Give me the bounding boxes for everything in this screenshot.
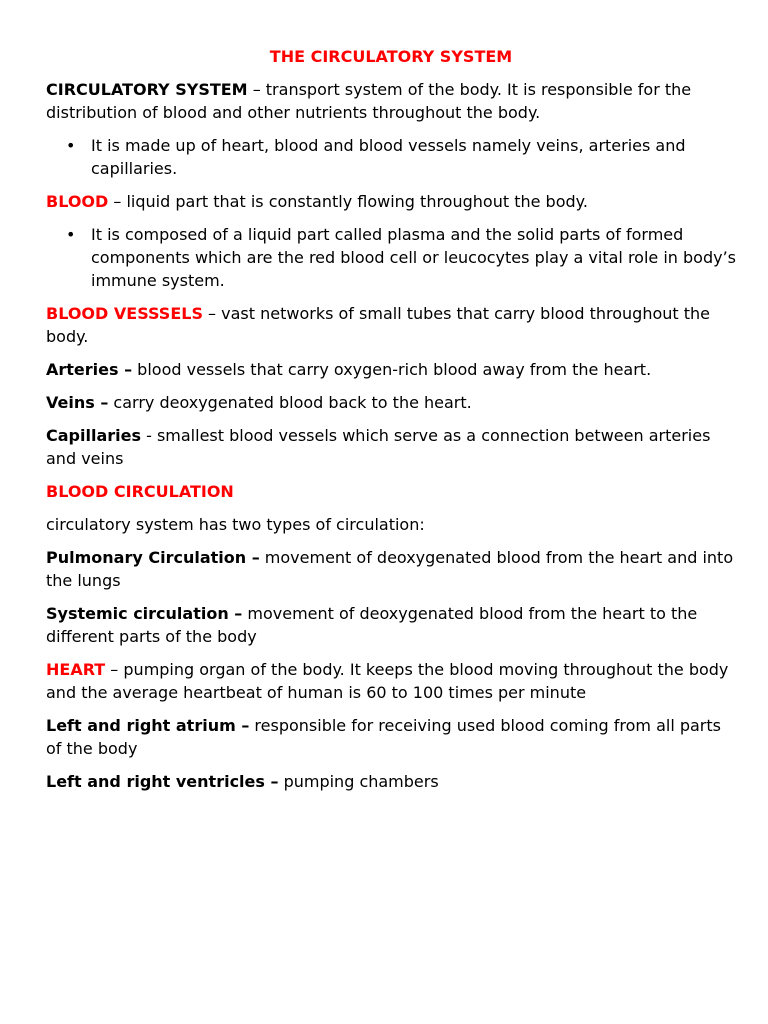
bullet-dot-icon: • [66, 225, 76, 244]
paragraph-blood-vessels [46, 302, 736, 348]
paragraph-blood [46, 190, 736, 213]
definition-veins: carry deoxygenated blood back to the heart. [108, 393, 472, 412]
paragraph-circulatory-system [46, 78, 736, 124]
separator: – [202, 304, 222, 323]
paragraph-systemic [46, 602, 736, 648]
separator: – [105, 660, 124, 679]
term-pulmonary: Pulmonary Circulation – [46, 548, 260, 567]
bullet-text: It is made up of heart, blood and blood vessels namely veins, arteries and capillaries. [91, 136, 686, 178]
definition-heart: pumping organ of the body. It keeps the blood moving throughout the body and the average heartbeat of human is 60 to 100 times per minute [46, 660, 729, 702]
definition-circulatory-system: transport system of the body. It is responsible for the distribution of blood and other nutrients throughout the body. [46, 80, 692, 122]
definition-blood-vessels: vast networks of small tubes that carry blood throughout the body. [46, 304, 710, 346]
term-ventricles: Left and right ventricles – [46, 772, 279, 791]
paragraph-ventricles [46, 770, 736, 793]
heading-blood-circulation: BLOOD CIRCULATION [46, 482, 234, 501]
term-blood-vessels: BLOOD VESSSELS [46, 304, 203, 323]
bullet-text: It is composed of a liquid part called plasma and the solid parts of formed components which are the red blood cell or leucocytes play a vital role in body’s immune system. [91, 225, 736, 290]
term-arteries: Arteries – [46, 360, 133, 379]
bullet-circulatory-components [46, 134, 736, 180]
separator: – [247, 80, 266, 99]
paragraph-veins [46, 391, 736, 414]
document-title: THE CIRCULATORY SYSTEM [269, 47, 513, 66]
paragraph-arteries [46, 358, 736, 381]
definition-ventricles: pumping chambers [278, 772, 439, 791]
term-circulatory-system: CIRCULATORY SYSTEM [46, 80, 248, 99]
term-capillaries: Capillaries [46, 426, 141, 445]
paragraph-pulmonary [46, 546, 736, 592]
term-blood: BLOOD [46, 192, 109, 211]
separator: – [108, 192, 127, 211]
paragraph-atrium [46, 714, 736, 760]
term-heart: HEART [46, 660, 106, 679]
term-veins: Veins – [46, 393, 109, 412]
definition-atrium: responsible for receiving used blood coming from all parts of the body [46, 716, 721, 758]
term-systemic: Systemic circulation – [46, 604, 243, 623]
paragraph-circulation-intro: circulatory system has two types of circulation: [46, 515, 425, 534]
term-atrium: Left and right atrium – [46, 716, 250, 735]
paragraph-heart [46, 658, 736, 704]
paragraph-capillaries [46, 424, 736, 470]
definition-capillaries: - smallest blood vessels which serve as a connection between arteries and veins [46, 426, 711, 468]
definition-arteries: blood vessels that carry oxygen-rich blood away from the heart. [132, 360, 652, 379]
bullet-dot-icon: • [66, 136, 76, 155]
definition-pulmonary: movement of deoxygenated blood from the heart and into the lungs [46, 548, 734, 590]
document-page [46, 45, 736, 803]
definition-blood: liquid part that is constantly flowing throughout the body. [126, 192, 588, 211]
definition-systemic: movement of deoxygenated blood from the heart to the different parts of the body [46, 604, 698, 646]
bullet-blood-composition [46, 223, 736, 292]
